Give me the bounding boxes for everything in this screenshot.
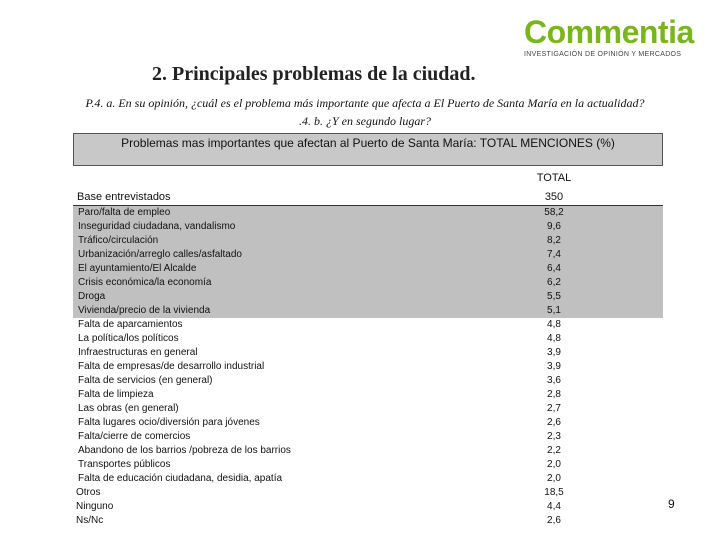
table-row bbox=[73, 234, 663, 248]
row-value: 2,6 bbox=[547, 417, 561, 428]
table-row bbox=[73, 332, 663, 346]
row-value: 7,4 bbox=[547, 249, 561, 260]
row-label: La política/los políticos bbox=[78, 333, 179, 344]
row-label: Inseguridad ciudadana, vandalismo bbox=[78, 221, 236, 232]
row-label: Ns/Nc bbox=[76, 515, 104, 526]
row-label: Falta de servicios (en general) bbox=[78, 375, 213, 386]
row-value: 2,2 bbox=[547, 445, 561, 456]
logo-tagline: INVESTIGACIÓN DE OPINIÓN Y MERCADOS bbox=[524, 51, 682, 58]
base-label: Base entrevistados bbox=[77, 191, 171, 203]
table-row bbox=[73, 486, 663, 500]
row-label: Droga bbox=[78, 291, 106, 302]
row-value: 2,7 bbox=[547, 403, 561, 414]
row-label: Falta de educación ciudadana, desidia, apatía bbox=[78, 473, 283, 484]
table-row bbox=[73, 248, 663, 262]
row-label: Ninguno bbox=[76, 501, 114, 512]
table-row bbox=[73, 416, 663, 430]
row-label: Las obras (en general) bbox=[78, 403, 179, 414]
table-row bbox=[73, 388, 663, 402]
row-value: 18,5 bbox=[544, 487, 564, 498]
row-label: Falta de limpieza bbox=[78, 389, 154, 400]
table-row bbox=[73, 276, 663, 290]
row-value: 3,9 bbox=[547, 347, 561, 358]
row-value: 2,0 bbox=[547, 459, 561, 470]
row-label: Infraestructuras en general bbox=[78, 347, 198, 358]
row-value: 8,2 bbox=[547, 235, 561, 246]
row-value: 58,2 bbox=[544, 207, 564, 218]
row-label: Abandono de los barrios /pobreza de los barrios bbox=[78, 445, 291, 456]
row-label: El ayuntamiento/El Alcalde bbox=[78, 263, 197, 274]
row-label: Urbanización/arreglo calles/asfaltado bbox=[78, 249, 242, 260]
results-table bbox=[73, 206, 663, 528]
row-value: 4,8 bbox=[547, 333, 561, 344]
table-row bbox=[73, 472, 663, 486]
row-value: 3,6 bbox=[547, 375, 561, 386]
row-value: 2,0 bbox=[547, 473, 561, 484]
base-value: 350 bbox=[544, 191, 564, 203]
commentia-logo bbox=[524, 14, 702, 58]
row-label: Paro/falta de empleo bbox=[78, 207, 171, 218]
logo-wordmark: Commentia bbox=[524, 14, 694, 50]
row-label: Otros bbox=[76, 487, 101, 498]
question-line-1: P.4. a. En su opinión, ¿cuál es el problema más importante que afecta a El Puerto de Santa María en la actualidad? bbox=[85, 96, 645, 110]
row-value: 5,1 bbox=[547, 305, 561, 316]
row-label: Falta lugares ocio/diversión para jóvenes bbox=[78, 417, 260, 428]
table-row bbox=[73, 458, 663, 472]
row-value: 4,8 bbox=[547, 319, 561, 330]
table-row bbox=[73, 220, 663, 234]
row-value: 9,6 bbox=[547, 221, 561, 232]
page-number: 9 bbox=[668, 497, 675, 511]
column-header-total: TOTAL bbox=[536, 172, 572, 184]
row-value: 6,2 bbox=[547, 277, 561, 288]
table-header: Problemas mas importantes que afectan al Puerto de Santa María: TOTAL MENCIONES (%) bbox=[73, 133, 663, 166]
table-row bbox=[73, 430, 663, 444]
row-value: 2,8 bbox=[547, 389, 561, 400]
table-row bbox=[73, 402, 663, 416]
table-row bbox=[73, 360, 663, 374]
table-row bbox=[73, 206, 663, 220]
row-label: Falta/cierre de comercios bbox=[78, 431, 191, 442]
table-row bbox=[73, 444, 663, 458]
table-row bbox=[73, 290, 663, 304]
row-value: 2,3 bbox=[547, 431, 561, 442]
row-label: Falta de aparcamientos bbox=[78, 319, 183, 330]
row-value: 3,9 bbox=[547, 361, 561, 372]
row-label: Vivienda/precio de la vivienda bbox=[78, 305, 211, 316]
row-label: Falta de empresas/de desarrollo industrial bbox=[78, 361, 265, 372]
row-value: 6,4 bbox=[547, 263, 561, 274]
row-label: Tráfico/circulación bbox=[78, 235, 159, 246]
question-line-2: .4. b. ¿Y en segundo lugar? bbox=[299, 114, 431, 128]
slide-title: 2. Principales problemas de la ciudad. bbox=[152, 63, 476, 85]
row-value: 4,4 bbox=[547, 501, 561, 512]
table-row bbox=[73, 318, 663, 332]
row-label: Crisis económica/la economía bbox=[78, 277, 212, 288]
table-row bbox=[73, 374, 663, 388]
row-value: 2,6 bbox=[547, 515, 561, 526]
table-row bbox=[73, 262, 663, 276]
row-value: 5,5 bbox=[547, 291, 561, 302]
table-row bbox=[73, 500, 663, 514]
table-row bbox=[73, 514, 663, 528]
table-row bbox=[73, 304, 663, 318]
survey-question bbox=[30, 94, 700, 130]
table-row bbox=[73, 346, 663, 360]
row-label: Transportes públicos bbox=[78, 459, 171, 470]
base-row bbox=[73, 189, 663, 206]
